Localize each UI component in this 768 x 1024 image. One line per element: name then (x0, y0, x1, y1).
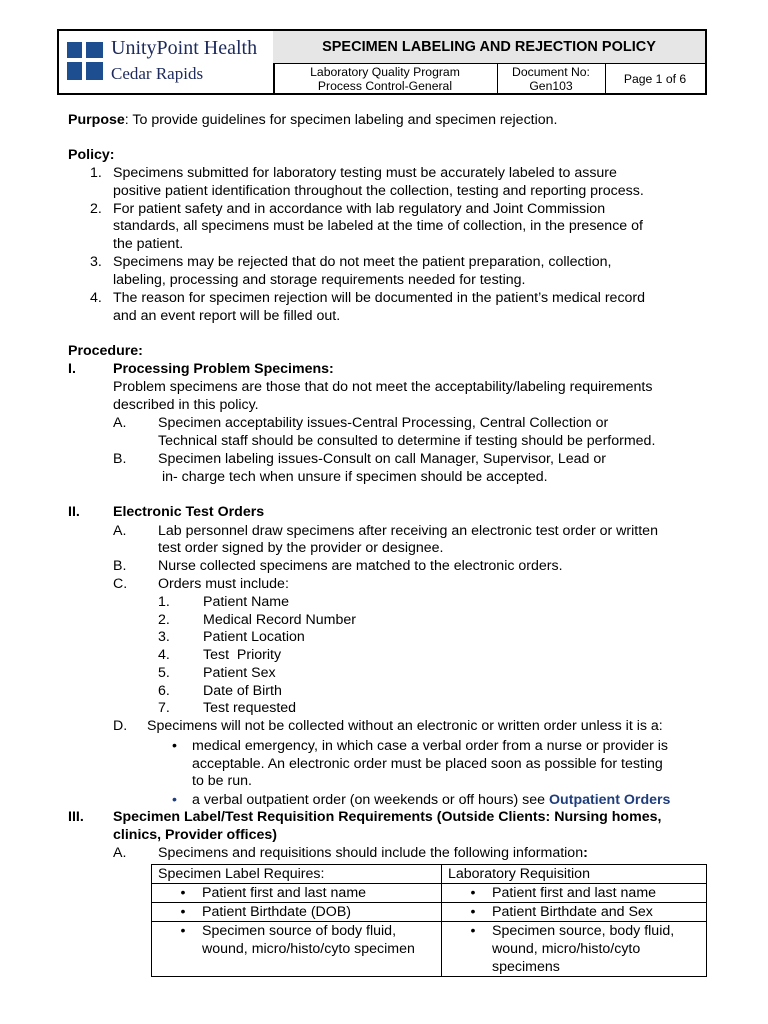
policy-2-line-3: the patient. (113, 236, 184, 252)
order-item-num: 5. (158, 665, 170, 681)
section-2-c-letter: C. (113, 576, 128, 592)
section-1-number: I. (68, 361, 76, 377)
section-1-intro-line-2: described in this policy. (113, 397, 259, 413)
cell-line: Specimen source of body fluid, (202, 923, 397, 939)
section-2-c-text: Orders must include: (158, 576, 289, 592)
cell-text: Patient first and last name (492, 885, 657, 901)
policy-1-line-2: positive patient identification throughout the collection, testing and reporting process. (113, 183, 644, 199)
bullet-icon: • (470, 904, 476, 920)
order-item-num: 6. (158, 683, 170, 699)
section-1-a-letter: A. (113, 415, 127, 431)
section-3-title-line-1: Specimen Label/Test Requisition Requirements (Outside Clients: Nursing homes, (113, 809, 662, 825)
cell-text (484, 922, 674, 976)
order-item-text: Medical Record Number (203, 612, 356, 628)
table-cell (442, 884, 707, 903)
program-line1: Laboratory Quality Program (310, 64, 460, 79)
cell-text: Patient Birthdate (DOB) (202, 904, 352, 920)
cell-line: specimens (492, 959, 560, 975)
section-2-number: II. (68, 504, 80, 520)
policy-2-line-2: standards, all specimens must be labeled at the time of collection, in the presence of (113, 218, 643, 234)
policy-num-2: 2. (90, 201, 102, 217)
cell-line: Specimen source, body fluid, (492, 923, 675, 939)
table-cell (442, 903, 707, 922)
section-1-a-line-2: Technical staff should be consulted to determine if testing should be performed. (158, 433, 656, 449)
section-1-b-letter: B. (113, 451, 127, 467)
order-item-num: 1. (158, 594, 170, 610)
section-3-number: III. (68, 809, 84, 825)
section-1-b-line-1: Specimen labeling issues-Consult on call Manager, Supervisor, Lead or (158, 451, 606, 467)
section-2-d-text: Specimens will not be collected without an electronic or written order unless it is a: (147, 718, 663, 734)
order-item-num: 3. (158, 629, 170, 645)
section-2-a-line-1: Lab personnel draw specimens after receiving an electronic test order or written (158, 523, 658, 539)
policy-4-line-2: and an event report will be filled out. (113, 308, 341, 324)
policy-num-4: 4. (90, 290, 102, 306)
purpose-line (68, 112, 557, 129)
section-3-a-line (158, 845, 588, 862)
order-item-text: Patient Location (203, 629, 305, 645)
bullet-2-text: a verbal outpatient order (on weekends or off hours) see (192, 792, 550, 808)
cell-text: Patient Birthdate and Sex (492, 904, 653, 920)
docno-label: Document No: (512, 64, 590, 79)
document-title: SPECIMEN LABELING AND REJECTION POLICY (273, 31, 705, 64)
logo-name: UnityPoint Health (111, 37, 258, 59)
cell-text: Patient first and last name (202, 885, 367, 901)
outpatient-orders-link[interactable]: Outpatient Orders (549, 792, 671, 808)
logo-cell (59, 31, 275, 93)
document-number-cell (497, 64, 606, 93)
order-item-num: 4. (158, 647, 170, 663)
bullet-icon: • (180, 885, 186, 901)
bullet-icon: • (470, 923, 476, 939)
table-cell (152, 903, 442, 922)
bullet-icon: • (172, 792, 177, 808)
section-2-b-text: Nurse collected specimens are matched to the electronic orders. (158, 558, 563, 574)
policy-num-1: 1. (90, 165, 102, 181)
policy-num-3: 3. (90, 254, 102, 270)
table-row (152, 922, 707, 977)
logo-subtitle: Cedar Rapids (111, 64, 204, 83)
bullet-1-line-1: medical emergency, in which case a verbal order from a nurse or provider is (192, 738, 669, 754)
order-item-text: Patient Name (203, 594, 289, 610)
section-1-a-line-1: Specimen acceptability issues-Central Processing, Central Collection or (158, 415, 609, 431)
order-item-num: 2. (158, 612, 170, 628)
cell-line: wound, micro/histo/cyto specimen (202, 941, 415, 957)
section-2-a-line-2: test order signed by the provider or designee. (158, 540, 444, 556)
policy-3-line-2: labeling, processing and storage requirements needed for testing. (113, 272, 526, 288)
policy-3-line-1: Specimens may be rejected that do not meet the patient preparation, collection, (113, 254, 612, 270)
bullet-1-line-3: to be run. (192, 773, 252, 789)
docno-value: Gen103 (529, 78, 573, 93)
order-item-text: Test requested (203, 700, 297, 716)
cell-text (194, 922, 415, 958)
section-2-b-letter: B. (113, 558, 127, 574)
section-3-title-line-2: clinics, Provider offices) (113, 827, 278, 843)
order-item-num: 7. (158, 700, 170, 716)
bullet-icon: • (180, 923, 186, 939)
table-cell (152, 884, 442, 903)
section-3-a-text: Specimens and requisitions should include the following information (158, 845, 584, 861)
document-header (57, 29, 707, 95)
unitypoint-logo-icon (67, 42, 103, 80)
section-2-title: Electronic Test Orders (113, 504, 265, 520)
policy-1-line-1: Specimens submitted for laboratory testing must be accurately labeled to assure (113, 165, 617, 181)
table-row (152, 903, 707, 922)
bullet-1-line-2: acceptable. An electronic order must be placed soon as possible for testing (192, 756, 663, 772)
order-item-text: Test Priority (203, 647, 282, 663)
requirements-table (151, 864, 707, 977)
page-number: Page 1 of 6 (623, 71, 687, 86)
section-1-intro-line-1: Problem specimens are those that do not meet the acceptability/labeling requirements (113, 379, 653, 395)
section-3-a-letter: A. (113, 845, 127, 861)
program-line2: Process Control-General (317, 78, 453, 93)
bullet-icon: • (470, 885, 476, 901)
bullet-icon: • (172, 738, 177, 754)
bullet-2 (192, 792, 670, 809)
table-header-row (152, 865, 707, 884)
section-3-a-colon: : (583, 845, 588, 861)
table-header-cell: Specimen Label Requires: (152, 865, 442, 884)
section-1-title: Processing Problem Specimens: (113, 361, 334, 377)
section-2-a-letter: A. (113, 523, 127, 539)
program-cell (273, 64, 498, 93)
policy-2-line-1: For patient safety and in accordance with lab regulatory and Joint Commission (113, 201, 606, 217)
table-row (152, 884, 707, 903)
policy-heading: Policy: (68, 147, 115, 163)
bullet-icon: • (180, 904, 186, 920)
table-header-cell: Laboratory Requisition (442, 865, 707, 884)
section-1-b-line-2: in- charge tech when unsure if specimen should be accepted. (158, 469, 548, 485)
policy-4-line-1: The reason for specimen rejection will be documented in the patient’s medical record (113, 290, 646, 306)
table-cell (442, 922, 707, 977)
procedure-heading: Procedure: (68, 343, 143, 359)
purpose-text: : To provide guidelines for specimen labeling and specimen rejection. (124, 112, 558, 128)
purpose-label: Purpose (68, 112, 125, 128)
order-item-text: Date of Birth (203, 683, 282, 699)
cell-line: wound, micro/histo/cyto (492, 941, 641, 957)
table-cell (152, 922, 442, 977)
order-item-text: Patient Sex (203, 665, 276, 681)
section-2-d-letter: D. (113, 718, 128, 734)
